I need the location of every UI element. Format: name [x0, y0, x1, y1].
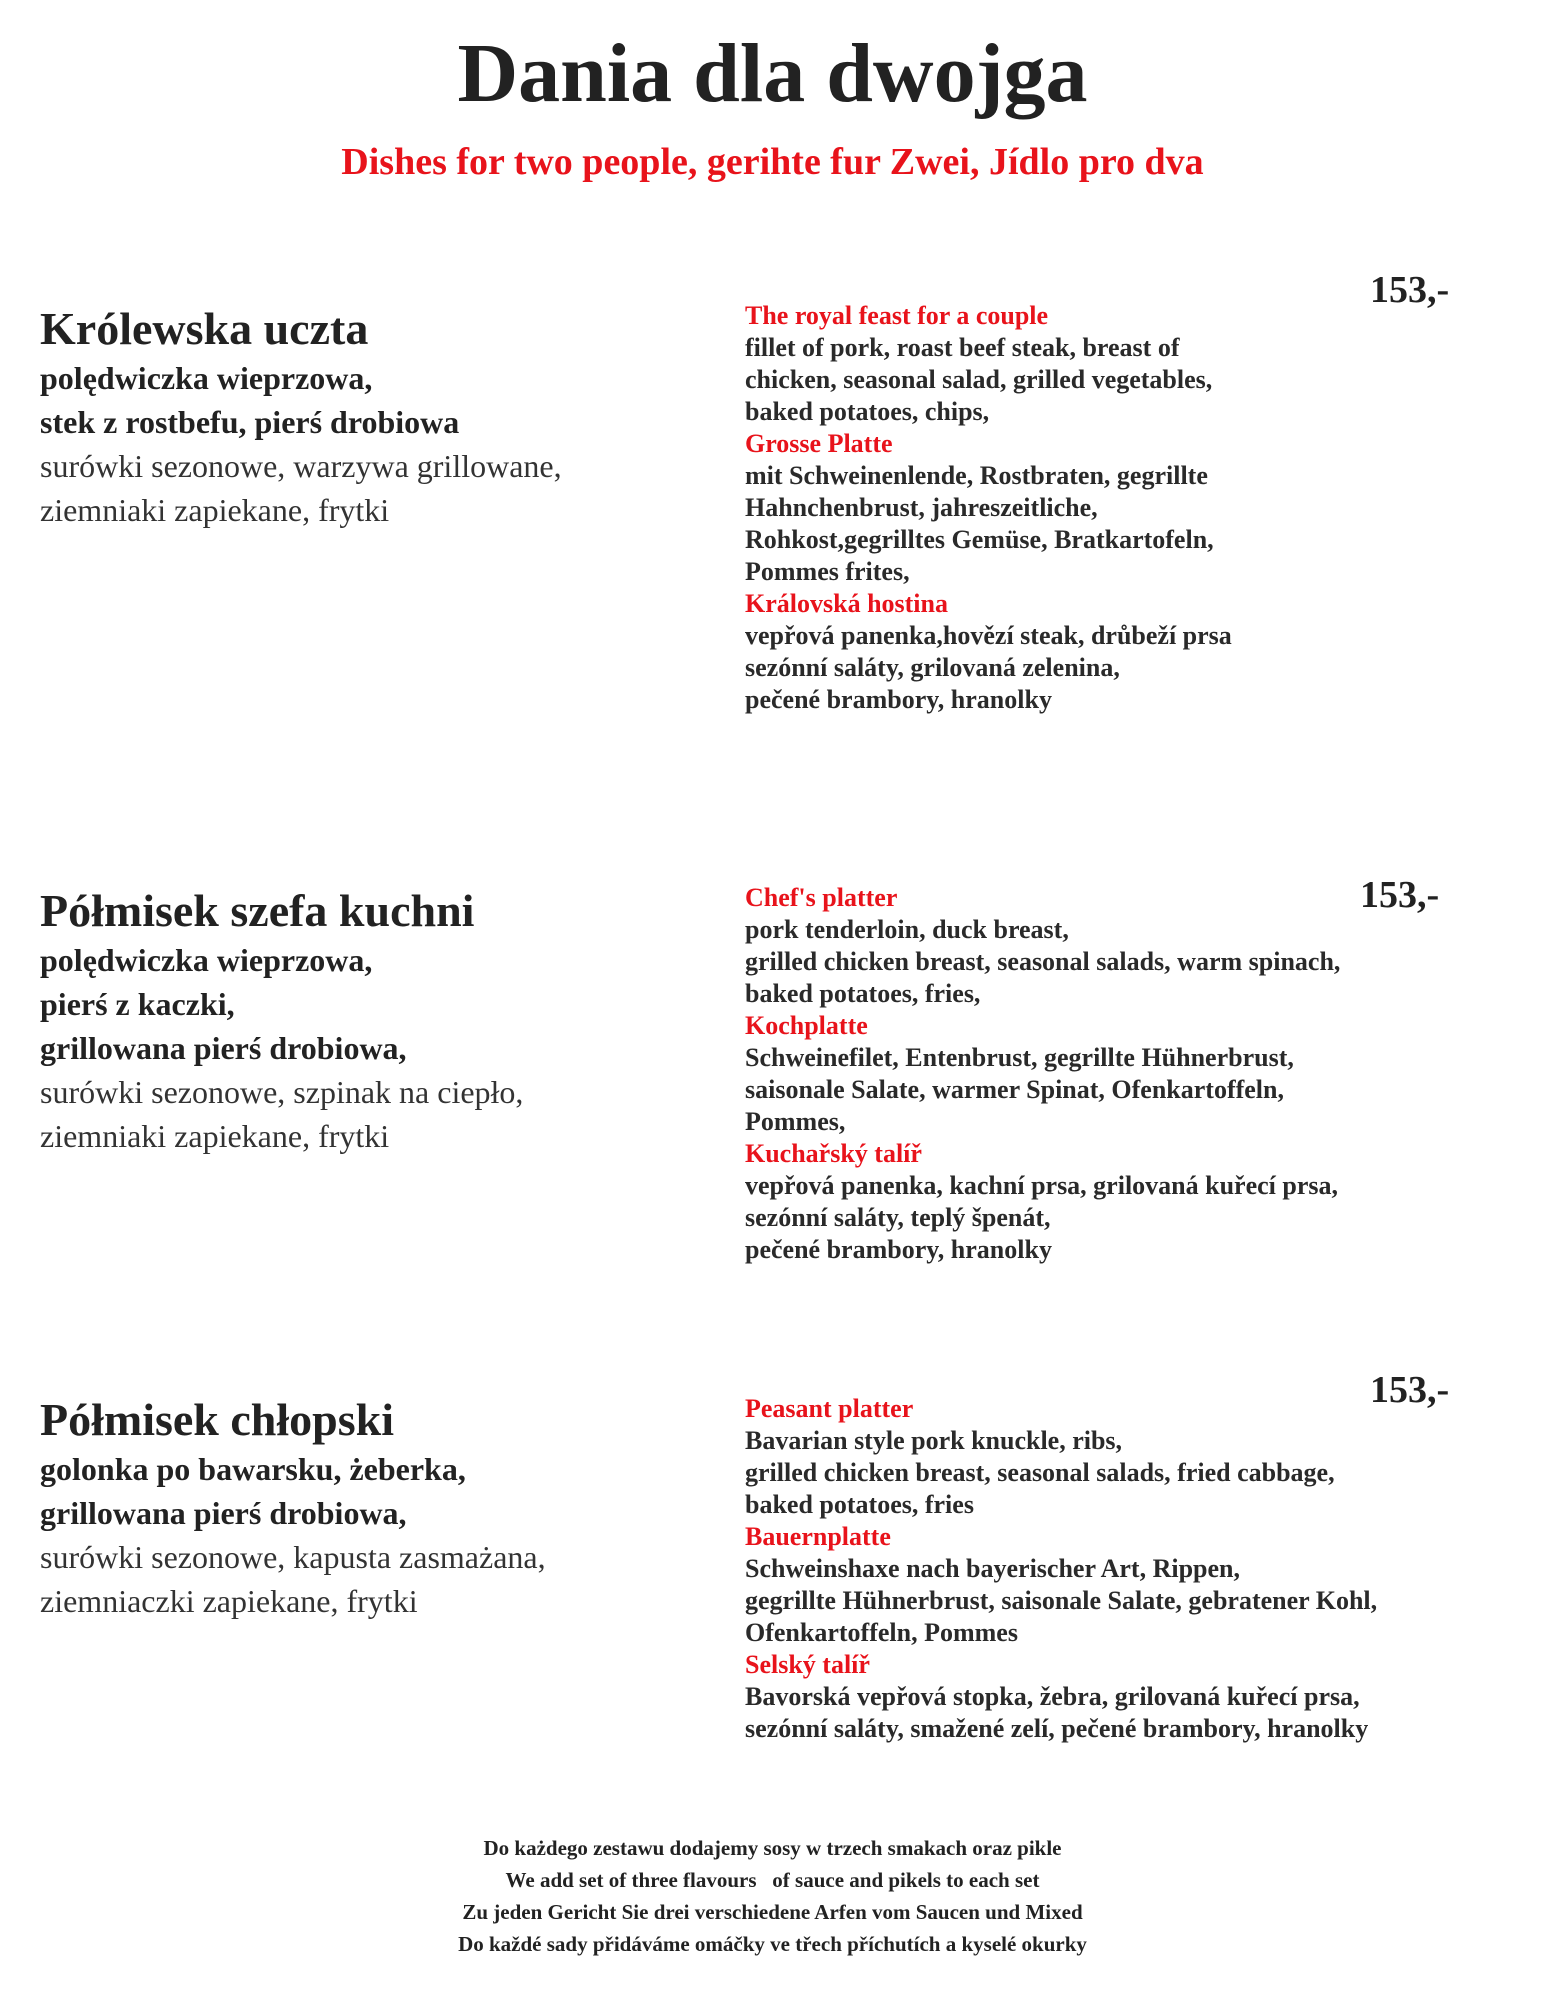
price: 153,-	[1370, 1369, 1450, 1411]
translation-heading-cz: Kuchařský talíř	[745, 1139, 922, 1168]
translation-line: Schweinshaxe nach bayerischer Art, Rippen,	[745, 1554, 1240, 1583]
translation-line: Rohkost,gegrilltes Gemüse, Bratkartofeln,	[745, 525, 1214, 554]
translation-heading-cz: Selský talíř	[745, 1650, 870, 1679]
price: 153,-	[1370, 269, 1450, 311]
dish-main-line: polędwiczka wieprzowa,	[40, 360, 373, 396]
footer-line: Do každé sady přidáváme omáčky ve třech příchutích a kyselé okurky	[458, 1932, 1087, 1956]
footer-note	[0, 1832, 1545, 1960]
translation-line: baked potatoes, chips,	[745, 397, 990, 426]
translation-line: saisonale Salate, warmer Spinat, Ofenkartoffeln,	[745, 1075, 1284, 1104]
dish-name: Półmisek szefa kuchni	[40, 885, 475, 936]
dish-side-line: surówki sezonowe, szpinak na ciepło,	[40, 1074, 524, 1110]
dish-side-line: ziemniaki zapiekane, frytki	[40, 492, 390, 528]
translation-line: Schweinefilet, Entenbrust, gegrillte Hühnerbrust,	[745, 1043, 1294, 1072]
translation-line: grilled chicken breast, seasonal salads, fried cabbage,	[745, 1458, 1335, 1487]
translation-line: vepřová panenka,hovězí steak, drůbeží prsa	[745, 621, 1232, 650]
translation-heading-de: Kochplatte	[745, 1011, 868, 1040]
footer-line: We add set of three flavours of sauce and pikels to each set	[505, 1868, 1040, 1892]
translation-heading-de: Bauernplatte	[745, 1522, 891, 1551]
dish-main-line: golonka po bawarsku, żeberka,	[40, 1451, 466, 1487]
page-subtitle: Dishes for two people, gerihte fur Zwei, Jídlo pro dva	[341, 141, 1204, 183]
translation-heading-en: Peasant platter	[745, 1394, 914, 1423]
dish-main-line: polędwiczka wieprzowa,	[40, 942, 373, 978]
translation-line: pečené brambory, hranolky	[745, 685, 1052, 714]
translation-line: pork tenderloin, duck breast,	[745, 915, 1069, 944]
translation-heading-de: Grosse Platte	[745, 429, 893, 458]
translations	[745, 882, 1465, 1266]
translation-line: vepřová panenka, kachní prsa, grilovaná kuřecí prsa,	[745, 1171, 1339, 1200]
translation-line: chicken, seasonal salad, grilled vegetables,	[745, 365, 1213, 394]
footer-line: Do każdego zestawu dodajemy sosy w trzech smakach oraz pikle	[483, 1836, 1062, 1860]
translations	[745, 300, 1465, 716]
translation-line: sezónní saláty, smažené zelí, pečené brambory, hranolky	[745, 1714, 1369, 1743]
dish-main-line: grillowana pierś drobiowa,	[40, 1030, 407, 1066]
translation-line: Bavorská vepřová stopka, žebra, grilovaná kuřecí prsa,	[745, 1682, 1360, 1711]
translation-line: Bavarian style pork knuckle, ribs,	[745, 1426, 1123, 1455]
translation-heading-en: The royal feast for a couple	[745, 301, 1049, 330]
translations	[745, 1393, 1465, 1745]
dish-side-line: surówki sezonowe, kapusta zasmażana,	[40, 1539, 546, 1575]
translation-line: baked potatoes, fries,	[745, 979, 981, 1008]
translation-line: baked potatoes, fries	[745, 1490, 974, 1519]
polish-description	[40, 884, 720, 1158]
translation-line: Pommes,	[745, 1107, 846, 1136]
dish-main-line: pierś z kaczki,	[40, 986, 235, 1022]
dish-side-line: ziemniaczki zapiekane, frytki	[40, 1583, 418, 1619]
translation-heading-cz: Královská hostina	[745, 589, 948, 618]
translation-heading-en: Chef's platter	[745, 883, 898, 912]
translation-line: grilled chicken breast, seasonal salads, warm spinach,	[745, 947, 1341, 976]
translation-line: sezónní saláty, teplý špenát,	[745, 1203, 1051, 1232]
translation-line: Hahnchenbrust, jahreszeitliche,	[745, 493, 1098, 522]
polish-description	[40, 1393, 720, 1623]
translation-line: pečené brambory, hranolky	[745, 1235, 1052, 1264]
dish-side-line: ziemniaki zapiekane, frytki	[40, 1118, 390, 1154]
dish-side-line: surówki sezonowe, warzywa grillowane,	[40, 448, 562, 484]
dish-main-line: grillowana pierś drobiowa,	[40, 1495, 407, 1531]
translation-line: gegrillte Hühnerbrust, saisonale Salate, gebratener Kohl,	[745, 1586, 1378, 1615]
translation-line: sezónní saláty, grilovaná zelenina,	[745, 653, 1120, 682]
price: 153,-	[1360, 874, 1440, 916]
page-title: Dania dla dwojga	[457, 27, 1088, 120]
translation-line: mit Schweinenlende, Rostbraten, gegrillte	[745, 461, 1208, 490]
dish-main-line: stek z rostbefu, pierś drobiowa	[40, 404, 460, 440]
footer-line: Zu jeden Gericht Sie drei verschiedene Arfen vom Saucen und Mixed	[462, 1900, 1083, 1924]
polish-description	[40, 302, 720, 532]
dish-name: Królewska uczta	[40, 303, 369, 354]
translation-line: fillet of pork, roast beef steak, breast of	[745, 333, 1180, 362]
dish-name: Półmisek chłopski	[40, 1394, 395, 1445]
translation-line: Pommes frites,	[745, 557, 910, 586]
translation-line: Ofenkartoffeln, Pommes	[745, 1618, 1018, 1647]
